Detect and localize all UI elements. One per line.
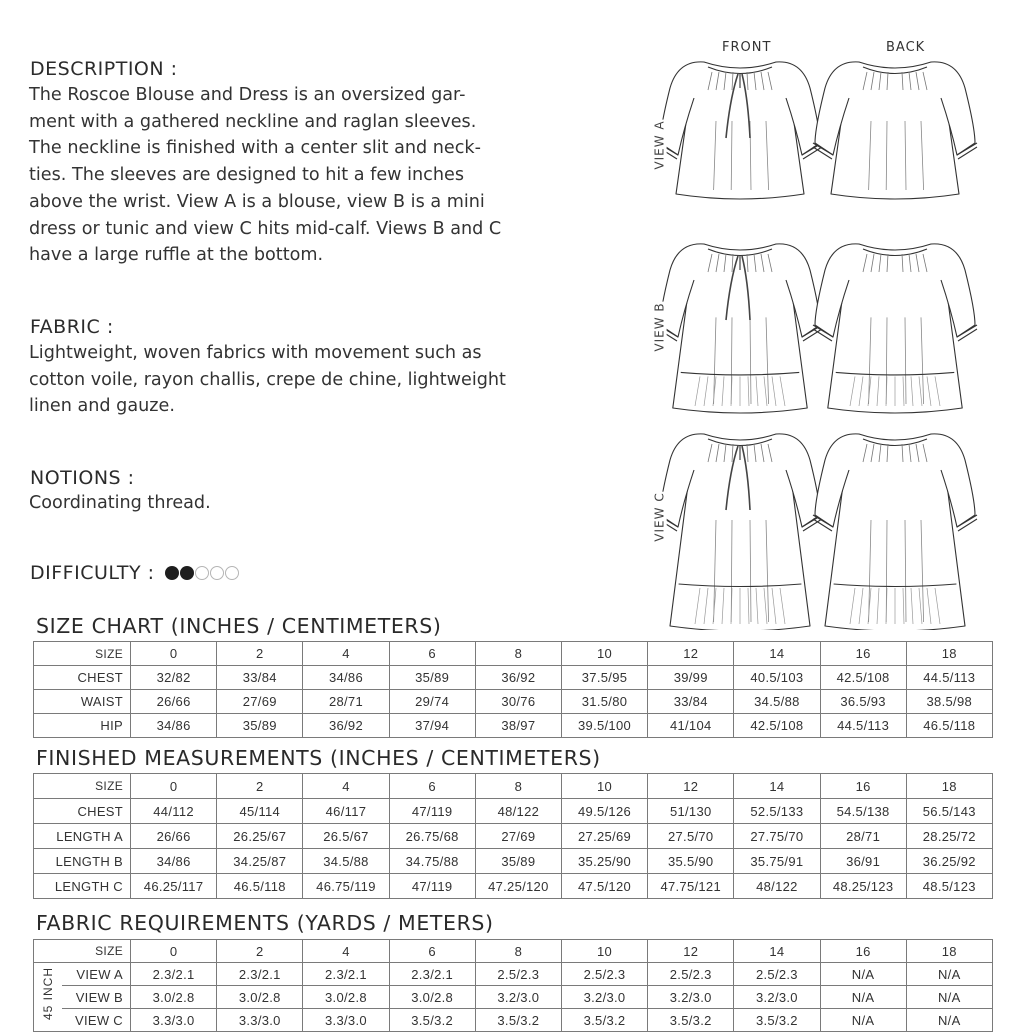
table-cell: 3.5/3.2 [389,1009,475,1032]
difficulty-dot-filled-icon [180,566,194,580]
row-label: VIEW B [62,986,131,1009]
header-row [34,774,993,799]
size-column-header: 14 [734,642,820,666]
size-header-label: SIZE [34,642,131,666]
size-column-header: 0 [131,774,217,799]
table-cell: 28/71 [820,824,906,849]
table-cell: 40.5/103 [734,666,820,690]
description-line: ment with a gathered neckline and raglan sleeves. [29,111,477,132]
finished-measurements-title: FINISHED MEASUREMENTS (INCHES / CENTIMETERS) [36,746,601,770]
table-cell: 34/86 [131,714,217,738]
row-label: LENGTH A [34,824,131,849]
table-cell: 46.5/118 [217,874,303,899]
table-cell: 3.0/2.8 [389,986,475,1009]
table-cell: 3.2/3.0 [648,986,734,1009]
table-cell: 44.5/113 [906,666,992,690]
fabric-body [29,340,619,420]
table-cell: 45/114 [217,799,303,824]
table-cell: 36/92 [303,714,389,738]
table-cell: 32/82 [131,666,217,690]
table-cell: 28/71 [303,690,389,714]
size-column-header: 6 [389,774,475,799]
size-chart-table [33,641,993,738]
fabric-line: cotton voile, rayon challis, crepe de chine, lightweight [29,369,506,390]
table-cell: 47.75/121 [648,874,734,899]
table-cell: 48.25/123 [820,874,906,899]
table-cell: 36/92 [475,666,561,690]
table-cell: 3.0/2.8 [217,986,303,1009]
table-cell: 56.5/143 [906,799,992,824]
table-cell: 2.3/2.1 [303,963,389,986]
table-cell: 3.0/2.8 [303,986,389,1009]
row-label: CHEST [34,799,131,824]
back-label: BACK [886,40,926,55]
table-cell: 44.5/113 [820,714,906,738]
fabric-width-group-cell [34,963,62,1032]
table-cell: 35/89 [217,714,303,738]
size-column-header: 4 [303,774,389,799]
table-cell: 28.25/72 [906,824,992,849]
table-cell: 3.2/3.0 [734,986,820,1009]
table-cell: 3.2/3.0 [561,986,647,1009]
table-cell: 48/122 [475,799,561,824]
size-column-header: 4 [303,940,389,963]
difficulty-dot-empty-icon [195,566,209,580]
table-cell: 27/69 [217,690,303,714]
garment-drawings [640,30,980,630]
table-cell: 34.75/88 [389,849,475,874]
size-header-label: SIZE [34,774,131,799]
size-column-header: 10 [561,940,647,963]
table-cell: 37/94 [389,714,475,738]
size-column-header: 6 [389,642,475,666]
table-cell: 3.2/3.0 [475,986,561,1009]
row-label: VIEW A [62,963,131,986]
size-column-header: 2 [217,940,303,963]
table-row [34,714,993,738]
view-c-label: VIEW C [652,492,667,542]
table-cell: 3.3/3.0 [303,1009,389,1032]
view-a-label: VIEW A [652,120,667,170]
table-cell: 34.5/88 [303,849,389,874]
row-label: LENGTH C [34,874,131,899]
table-row [34,666,993,690]
size-chart-title: SIZE CHART (INCHES / CENTIMETERS) [36,614,442,638]
difficulty-rating [30,562,239,584]
table-cell: N/A [820,1009,906,1032]
table-cell: 34/86 [131,849,217,874]
size-column-header: 16 [820,642,906,666]
size-column-header: 12 [648,940,734,963]
table-cell: 35.25/90 [561,849,647,874]
table-cell: 36/91 [820,849,906,874]
table-row [34,690,993,714]
description-line: The Roscoe Blouse and Dress is an oversized gar- [29,85,466,105]
table-cell: 38.5/98 [906,690,992,714]
table-cell: 49.5/126 [561,799,647,824]
difficulty-dot-empty-icon [225,566,239,580]
row-label: WAIST [34,690,131,714]
table-cell: 38/97 [475,714,561,738]
table-cell: 48/122 [734,874,820,899]
fabric-requirements-table [33,939,993,1032]
table-cell: 2.3/2.1 [131,963,217,986]
header-row [34,642,993,666]
size-column-header: 10 [561,642,647,666]
table-cell: 54.5/138 [820,799,906,824]
table-cell: 42.5/108 [820,666,906,690]
table-cell: 29/74 [389,690,475,714]
view-b-label: VIEW B [652,302,667,352]
table-cell: 46/117 [303,799,389,824]
fabric-requirements-title: FABRIC REQUIREMENTS (YARDS / METERS) [36,911,494,935]
table-cell: 2.5/2.3 [561,963,647,986]
table-cell: N/A [906,1009,992,1032]
table-cell: N/A [820,963,906,986]
table-cell: 34/86 [303,666,389,690]
table-cell: N/A [906,986,992,1009]
description-heading: DESCRIPTION : [30,58,178,80]
size-column-header: 0 [131,940,217,963]
size-column-header: 12 [648,774,734,799]
size-column-header: 14 [734,774,820,799]
table-cell: 42.5/108 [734,714,820,738]
fabric-heading: FABRIC : [30,316,114,338]
size-column-header: 0 [131,642,217,666]
size-column-header: 4 [303,642,389,666]
table-cell: 27/69 [475,824,561,849]
size-column-header: 8 [475,774,561,799]
table-cell: 3.0/2.8 [131,986,217,1009]
table-row [34,849,993,874]
table-cell: 35/89 [475,849,561,874]
fabric-line: linen and gauze. [29,396,175,417]
description-line: The neckline is finished with a center slit and neck- [29,138,481,159]
table-cell: 36.5/93 [820,690,906,714]
table-cell: 3.5/3.2 [734,1009,820,1032]
description-line: have a large ruffle at the bottom. [29,245,324,266]
table-cell: 48.5/123 [906,874,992,899]
garment-illustrations [640,30,980,630]
table-cell: 52.5/133 [734,799,820,824]
table-cell: 27.75/70 [734,824,820,849]
size-column-header: 18 [906,774,992,799]
table-cell: 35.5/90 [648,849,734,874]
table-cell: 27.5/70 [648,824,734,849]
table-cell: 30/76 [475,690,561,714]
difficulty-dot-empty-icon [210,566,224,580]
table-cell: 3.5/3.2 [648,1009,734,1032]
table-cell: 26.75/68 [389,824,475,849]
table-cell: 27.25/69 [561,824,647,849]
table-cell: 2.5/2.3 [734,963,820,986]
table-row [34,963,993,986]
front-label: FRONT [722,40,772,55]
notions-heading: NOTIONS : [30,467,135,489]
notions-body: Coordinating thread. [29,493,211,513]
row-label: HIP [34,714,131,738]
table-cell: 26/66 [131,690,217,714]
description-line: ties. The sleeves are designed to hit a few inches [29,165,464,186]
row-label: LENGTH B [34,849,131,874]
table-cell: 26.5/67 [303,824,389,849]
size-column-header: 6 [389,940,475,963]
table-cell: 31.5/80 [561,690,647,714]
table-row [34,799,993,824]
table-cell: 35.75/91 [734,849,820,874]
size-column-header: 8 [475,642,561,666]
table-cell: 44/112 [131,799,217,824]
size-column-header: 10 [561,774,647,799]
table-cell: 3.3/3.0 [217,1009,303,1032]
size-column-header: 14 [734,940,820,963]
difficulty-dot-filled-icon [165,566,179,580]
table-cell: 47.5/120 [561,874,647,899]
table-row [34,824,993,849]
difficulty-label: DIFFICULTY : [30,562,155,584]
description-line: above the wrist. View A is a blouse, view B is a mini [29,191,485,212]
size-column-header: 8 [475,940,561,963]
table-row [34,986,993,1009]
size-column-header: 18 [906,642,992,666]
size-column-header: 16 [820,940,906,963]
table-cell: 36.25/92 [906,849,992,874]
size-header-label: SIZE [34,940,131,963]
size-column-header: 16 [820,774,906,799]
table-cell: 46.75/119 [303,874,389,899]
table-cell: 47/119 [389,874,475,899]
table-row [34,874,993,899]
table-cell: 3.5/3.2 [475,1009,561,1032]
table-cell: 26/66 [131,824,217,849]
table-cell: 39/99 [648,666,734,690]
table-cell: 34.5/88 [734,690,820,714]
table-cell: 2.3/2.1 [217,963,303,986]
row-label: CHEST [34,666,131,690]
table-cell: 34.25/87 [217,849,303,874]
table-cell: N/A [906,963,992,986]
fabric-line: Lightweight, woven fabrics with movement such as [29,343,482,363]
finished-measurements-table [33,773,993,899]
table-cell: 47.25/120 [475,874,561,899]
table-cell: 46.5/118 [906,714,992,738]
header-row [34,940,993,963]
row-label: VIEW C [62,1009,131,1032]
table-cell: 46.25/117 [131,874,217,899]
table-cell: 35/89 [389,666,475,690]
size-column-header: 2 [217,774,303,799]
table-cell: 26.25/67 [217,824,303,849]
table-cell: 33/84 [217,666,303,690]
table-cell: N/A [820,986,906,1009]
table-cell: 33/84 [648,690,734,714]
table-cell: 39.5/100 [561,714,647,738]
table-cell: 41/104 [648,714,734,738]
table-cell: 2.3/2.1 [389,963,475,986]
table-cell: 51/130 [648,799,734,824]
table-cell: 3.5/3.2 [561,1009,647,1032]
description-line: dress or tunic and view C hits mid-calf. Views B and C [29,218,502,239]
table-cell: 3.3/3.0 [131,1009,217,1032]
table-cell: 37.5/95 [561,666,647,690]
table-cell: 47/119 [389,799,475,824]
size-column-header: 12 [648,642,734,666]
table-cell: 2.5/2.3 [648,963,734,986]
description-body [29,82,619,269]
size-column-header: 2 [217,642,303,666]
difficulty-dots [165,566,239,580]
table-cell: 2.5/2.3 [475,963,561,986]
fabric-width-label: 45 INCH [40,967,55,1021]
size-column-header: 18 [906,940,992,963]
table-row [34,1009,993,1032]
